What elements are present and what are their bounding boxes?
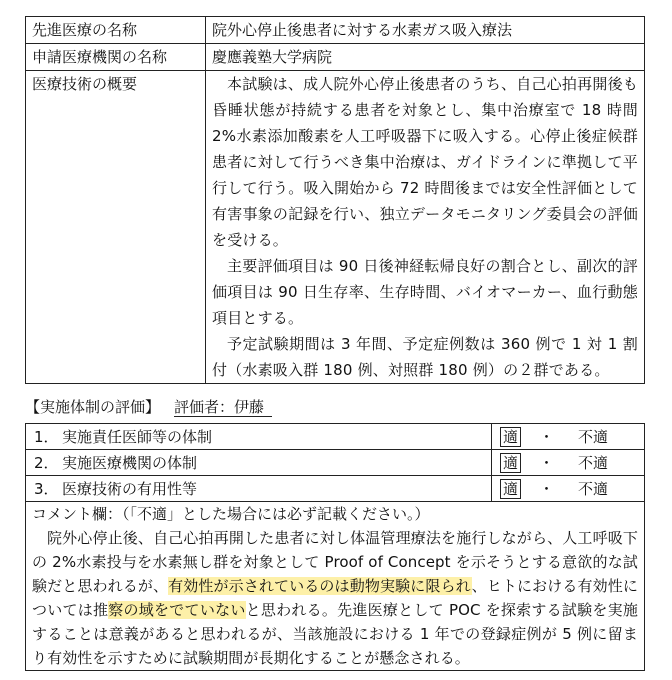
separator: ・ <box>539 453 555 472</box>
evaluation-table <box>25 423 645 671</box>
item-number: 1． <box>34 427 59 446</box>
info-label: 先進医療の名称 <box>26 17 206 44</box>
evaluation-item <box>26 476 645 502</box>
info-value: 院外心停止後患者に対する水素ガス吸入療法 <box>206 17 645 44</box>
highlighted-text: 有効性が示されているのは動物実験に限られ <box>168 577 472 595</box>
other-rating: 不適 <box>578 479 609 498</box>
evaluation-item <box>26 424 645 450</box>
info-value: 慶應義塾大学病院 <box>206 44 645 71</box>
item-number: 2． <box>34 453 59 472</box>
info-label: 申請医療機関の名称 <box>26 44 206 71</box>
selected-rating: 適 <box>500 453 521 473</box>
item-label: 実施責任医師等の体制 <box>62 427 213 446</box>
overview-paragraph: 本試験は、成人院外心停止後患者のうち、自己心拍再開後も昏睡状態が持続する患者を対象とし、集中治療室で 18 時間 2%水素添加酸素を人工呼吸器下に吸入する。心停止後症候群患者に対して行うべき集中治療は、ガイドラインに準拠して平行して行う。吸入開始から 72 時間後までは安全性評価として有害事象の記録を行い、独立データモニタリング委員会の評価を受ける。 <box>212 75 638 249</box>
selected-rating: 適 <box>500 427 521 447</box>
info-row-name <box>26 17 645 44</box>
other-rating: 不適 <box>578 453 609 472</box>
evaluation-header <box>25 396 272 418</box>
info-row-overview <box>26 71 645 384</box>
overview-paragraph: 主要評価項目は 90 日後神経転帰良好の割合とし、副次的評価項目は 90 日生存率、生存時間、バイオマーカー、血行動態項目とする。 <box>212 257 638 327</box>
info-label: 医療技術の概要 <box>26 71 206 384</box>
other-rating: 不適 <box>578 427 609 446</box>
technology-info-table <box>25 16 645 384</box>
evaluation-item <box>26 450 645 476</box>
item-label: 実施医療機関の体制 <box>62 453 198 472</box>
comment-text: 院外心停止後、自己心拍再開した患者に対し体温管理療法を施行しながら、人工呼吸下の 2%水素投与を水素無し群を対象として Proof of Concept を示そうとする意欲的な試験だと思われるが、有効性が示されているのは動物実験に限られ、ヒトにおける有効性については推察の域をでていないと思われる。先進医療として POC を探索する試験を実施することは意義があると思われるが、当該施設における 1 年での登録症例が 5 例に留まり有効性を示すために試験期間が長期化することが懸念される。 <box>32 529 639 667</box>
comment-row <box>26 502 645 671</box>
separator: ・ <box>539 479 555 498</box>
info-row-institution <box>26 44 645 71</box>
evaluation-title: 【実施体制の評価】 <box>25 398 161 416</box>
item-number: 3． <box>34 479 59 498</box>
separator: ・ <box>539 427 555 446</box>
item-label: 医療技術の有用性等 <box>62 479 198 498</box>
selected-rating: 適 <box>500 479 521 499</box>
highlighted-text: 察の域をでていない <box>108 601 246 619</box>
overview-paragraph: 予定試験期間は 3 年間、予定症例数は 360 例で 1 対 1 割付（水素吸入群 180 例、対照群 180 例）の２群である。 <box>212 335 638 379</box>
overview-text <box>206 71 645 384</box>
evaluator-name: 評価者：伊藤 <box>174 398 272 417</box>
comment-heading: コメント欄：（「不適」とした場合には必ず記載ください。） <box>32 505 430 523</box>
comment-cell <box>26 502 645 671</box>
